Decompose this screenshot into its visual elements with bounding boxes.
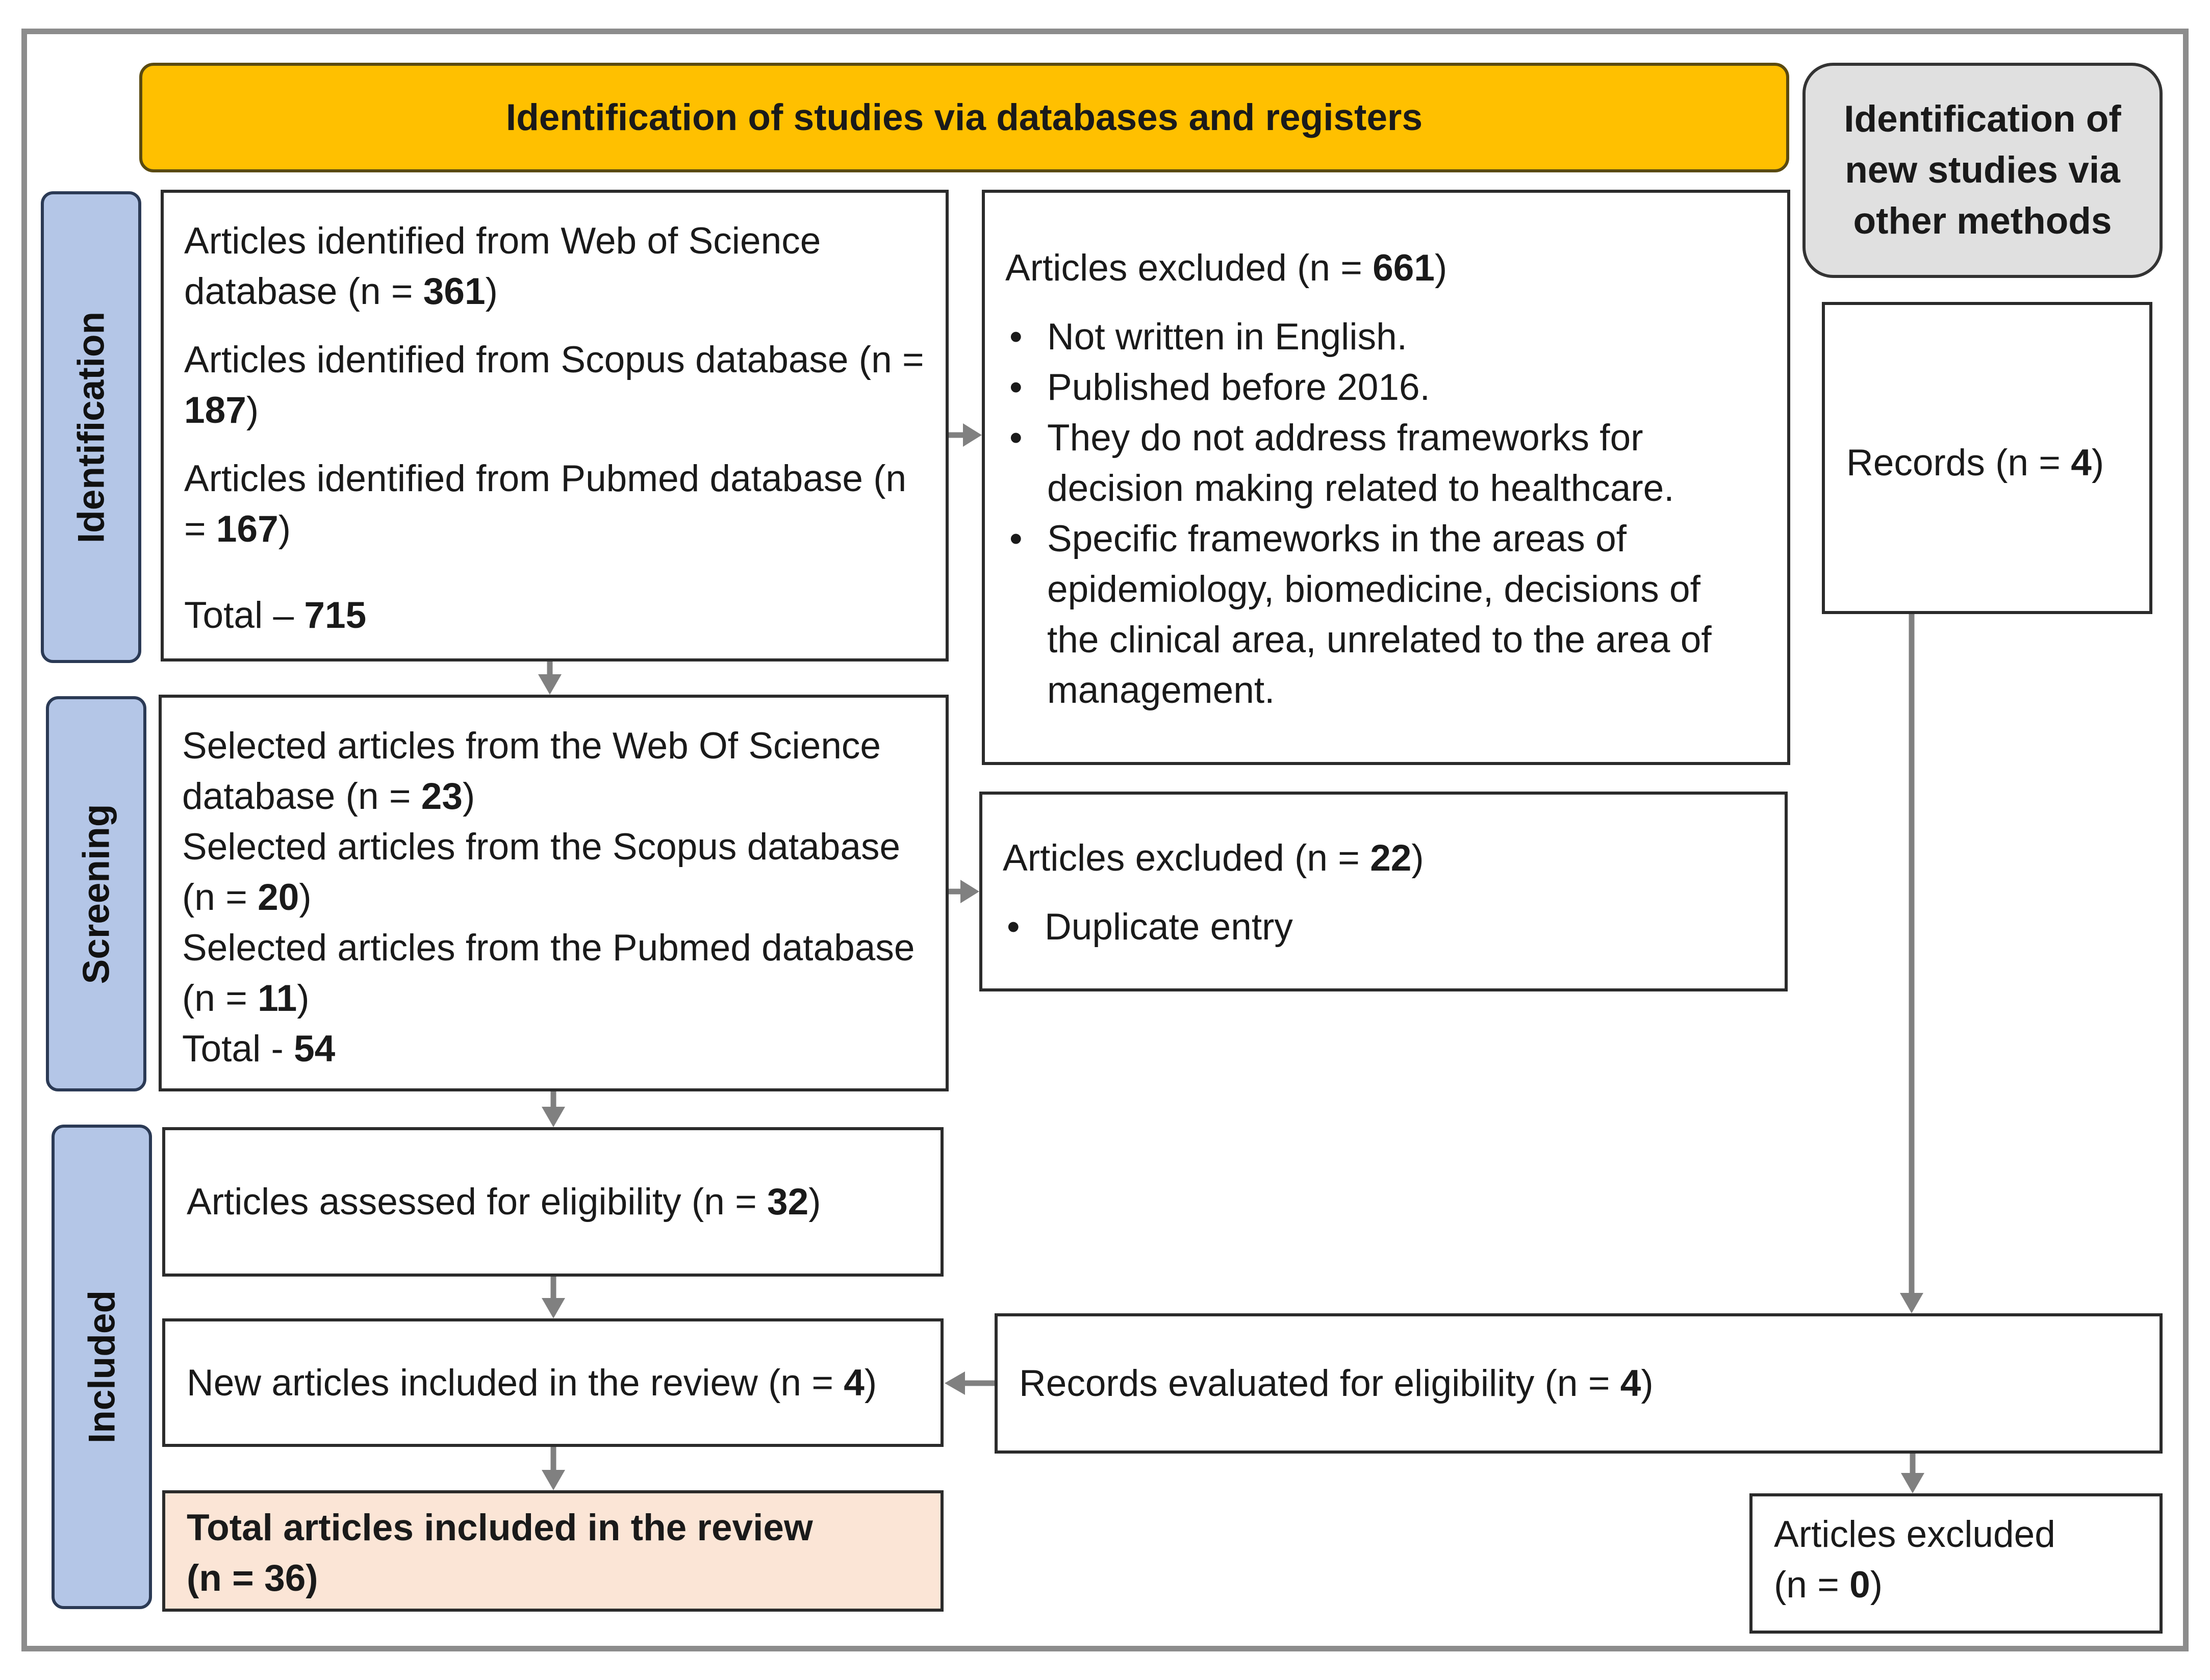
eligibility-box <box>162 1127 944 1277</box>
total-included-line1: Total articles included in the review <box>187 1507 813 1548</box>
scopus-identified: Articles identified from Scopus database (n = 187) <box>184 339 924 431</box>
excluded-identification-reasons <box>1005 312 1762 716</box>
databases-header <box>139 63 1789 172</box>
records-evaluated-count: Records evaluated for eligibility (n = 4) <box>1019 1363 1654 1404</box>
excluded-screening-count: Articles excluded (n = 22) <box>1003 837 1424 879</box>
identification-box <box>161 190 949 661</box>
excluded-identification-count: Articles excluded (n = 661) <box>1005 247 1447 289</box>
total-included-box <box>162 1490 944 1612</box>
excluded-screening-reasons <box>1003 902 1764 952</box>
phase-identification-label: Identification <box>70 311 112 543</box>
phase-screening <box>46 696 146 1091</box>
new-included-count: New articles included in the review (n = 4) <box>187 1362 877 1404</box>
excluded-identification-box <box>982 190 1790 765</box>
total-included-line2: (n = 36) <box>187 1558 318 1599</box>
records-box <box>1822 302 2152 614</box>
screening-total: Total - 54 <box>182 1028 336 1070</box>
phase-screening-label: Screening <box>75 804 117 984</box>
excluded-screening-box <box>979 792 1788 991</box>
wos-identified: Articles identified from Web of Science database (n = 361) <box>184 220 821 312</box>
pubmed-selected: Selected articles from the Pubmed database (n = 11) <box>182 927 915 1019</box>
excluded-other-box <box>1749 1493 2163 1634</box>
excluded-other-line1: Articles excluded <box>1774 1514 2055 1555</box>
other-methods-header-label: Identification of new studies via other methods <box>1844 98 2121 242</box>
phase-identification <box>41 191 141 663</box>
phase-included <box>52 1125 152 1609</box>
databases-header-label: Identification of studies via databases and registers <box>505 97 1423 138</box>
reason-4: • Specific frameworks in the areas of epidemiology, biomedicine, decisions of the clinical area, unrelated to the area of management. <box>1005 514 1762 716</box>
other-methods-header <box>1802 63 2163 278</box>
new-included-box <box>162 1318 944 1447</box>
records-evaluated-box <box>995 1313 2163 1454</box>
reason-duplicate: • Duplicate entry <box>1003 902 1764 952</box>
eligibility-count: Articles assessed for eligibility (n = 32) <box>187 1181 821 1223</box>
pubmed-identified: Articles identified from Pubmed database (n = 167) <box>184 458 907 550</box>
records-count: Records (n = 4) <box>1846 442 2104 483</box>
phase-included-label: Included <box>81 1290 122 1444</box>
screening-box <box>159 695 949 1091</box>
wos-selected: Selected articles from the Web Of Science database (n = 23) <box>182 725 881 817</box>
identification-total: Total – 715 <box>184 595 367 636</box>
scopus-selected: Selected articles from the Scopus database (n = 20) <box>182 826 901 918</box>
reason-3: • They do not address frameworks for decision making related to healthcare. <box>1005 413 1762 514</box>
reason-1: • Not written in English. <box>1005 312 1762 362</box>
reason-2: • Published before 2016. <box>1005 362 1762 413</box>
excluded-other-count: (n = 0) <box>1774 1564 1883 1606</box>
